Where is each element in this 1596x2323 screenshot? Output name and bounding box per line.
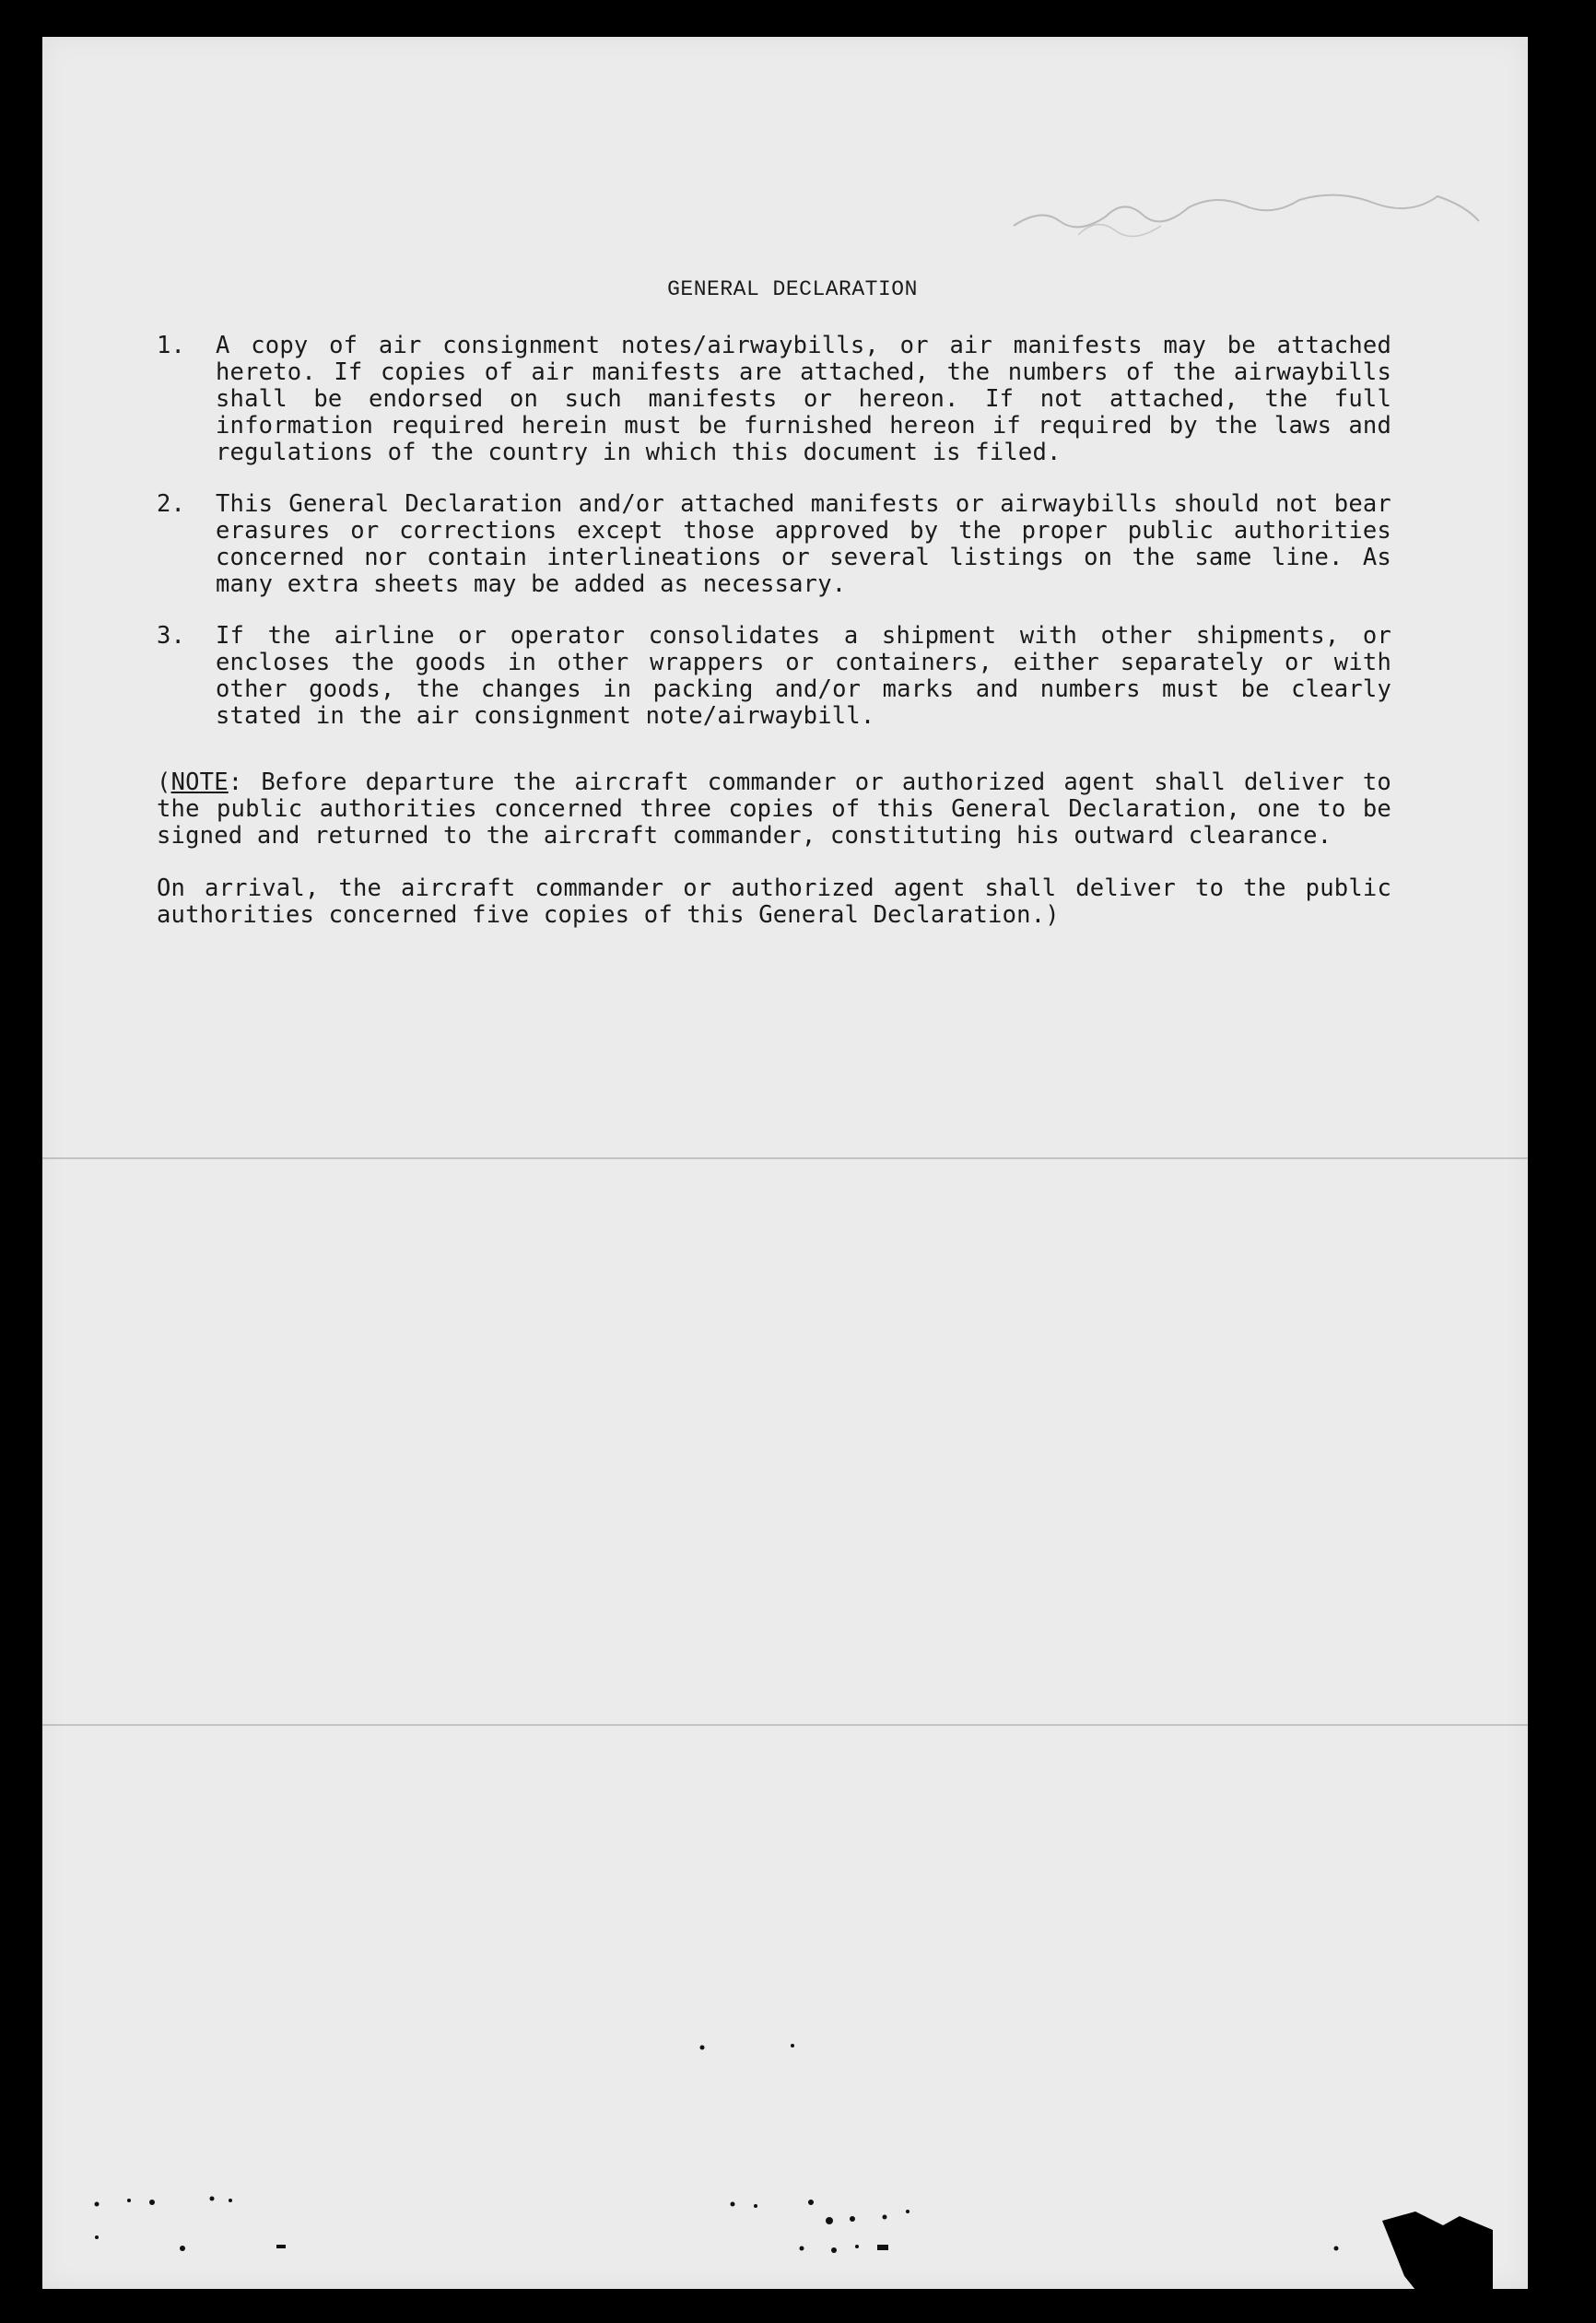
scan-edge xyxy=(1528,0,1596,2323)
instruction-item xyxy=(157,333,1391,466)
item-text: If the airline or operator consolidates a shipment with other shipments, or encloses the goods in other wrappers or containers, either separately or with other goods, the changes in packing and/or marks and numbers must be clearly stated in the air consignment note/airwaybill. xyxy=(216,622,1391,730)
instruction-item xyxy=(157,623,1391,730)
instruction-item xyxy=(157,491,1391,598)
fold-line xyxy=(42,1157,1528,1159)
page-title: GENERAL DECLARATION xyxy=(667,277,918,301)
note-text: : Before departure the aircraft commander or authorized agent shall deliver to the public authorities concerned three copies of this General Declaration, one to be signed and returned to the aircraft commander, constituting his outward clearance. xyxy=(157,768,1391,850)
item-text: This General Declaration and/or attached manifests or airwaybills should not bear erasures or corrections except those approved by the proper public authorities concerned nor contain interlineations or several listings on the same line. As many extra sheets may be added as necessary. xyxy=(216,490,1391,598)
item-number: 2. xyxy=(157,490,186,518)
arrival-paragraph: On arrival, the aircraft commander or authorized agent shall deliver to the public authorities concerned five copies of this General Declaration.) xyxy=(157,874,1391,929)
note-paragraph xyxy=(157,769,1391,850)
fold-line xyxy=(42,1724,1528,1726)
item-text: A copy of air consignment notes/airwaybills, or air manifests may be attached hereto. If copies of air manifests are attached, the numbers of the airwaybills shall be endorsed on such manifests or hereon. If not attached, the full information required herein must be furnished hereon if required by the laws and regulations of the country in which this document is filed. xyxy=(216,332,1391,466)
note-label: NOTE xyxy=(170,768,229,796)
item-number: 3. xyxy=(157,622,186,650)
note-open-paren: ( xyxy=(157,768,171,796)
item-number: 1. xyxy=(157,332,186,359)
bleed-through-handwriting xyxy=(1004,180,1484,244)
declaration-text xyxy=(157,276,1391,929)
torn-corner xyxy=(1382,2212,1493,2304)
